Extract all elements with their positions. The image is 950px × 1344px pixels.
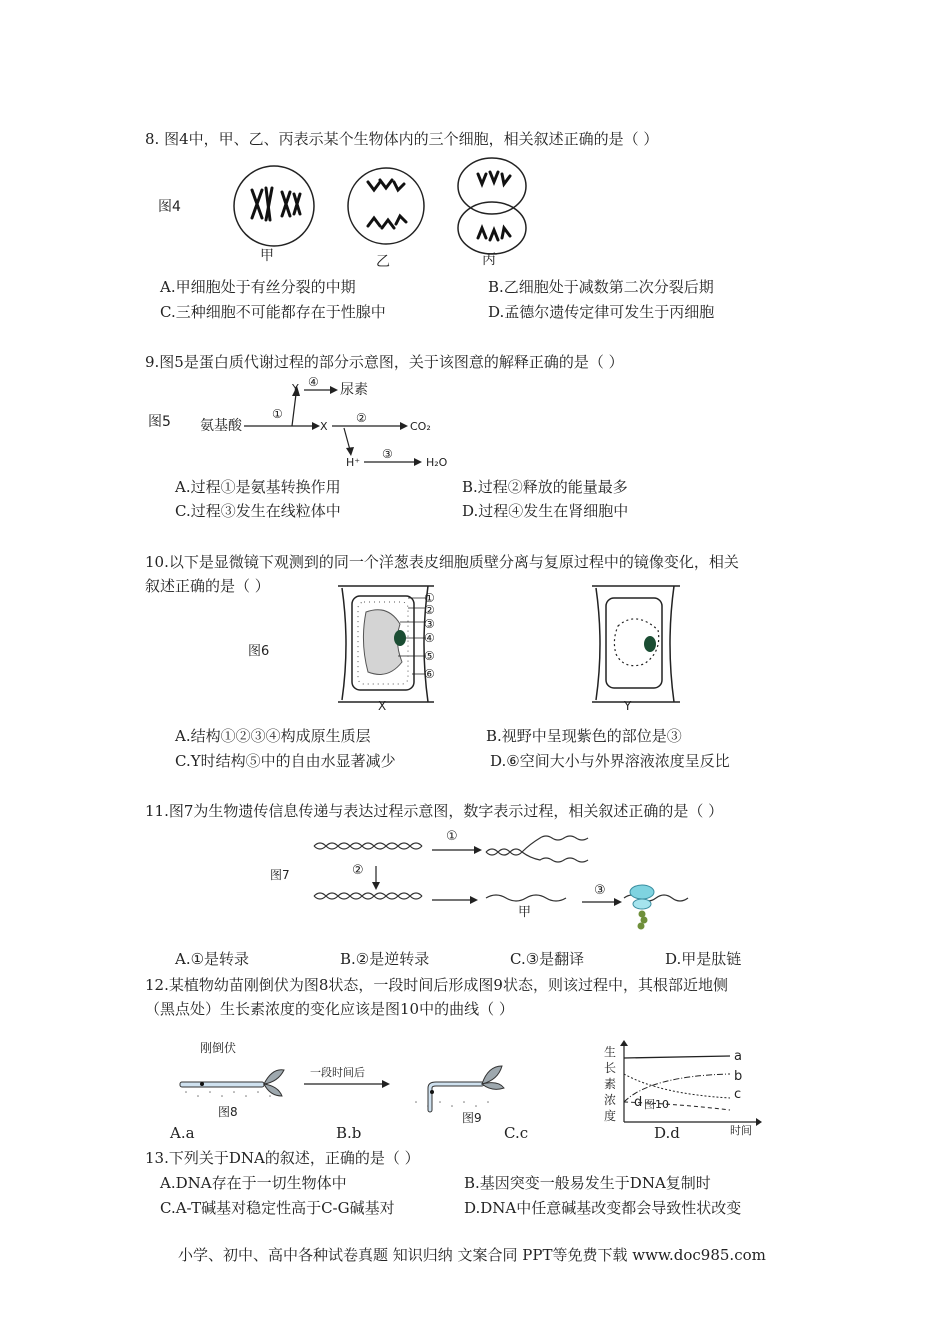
marker-2: ② xyxy=(424,603,435,617)
step4-label: ④ xyxy=(308,375,319,389)
q8-option-d: D.孟德尔遗传定律可发生于丙细胞 xyxy=(488,303,715,321)
marker-3: ③ xyxy=(424,617,435,631)
q10-stem-line1: 10.以下是显微镜下观测到的同一个洋葱表皮细胞质壁分离与复原过程中的镜像变化，相关 xyxy=(145,553,739,571)
q9-metabolism-diagram xyxy=(200,372,470,472)
step-1-label: ① xyxy=(446,829,458,844)
q11-option-d: D.甲是肽链 xyxy=(665,950,742,968)
q12-option-b: B.b xyxy=(336,1124,362,1142)
q10-cell-y xyxy=(592,584,682,714)
q11-gene-expression-diagram xyxy=(310,826,690,926)
q10-option-c: C.Y时结构⑤中的自由水显著减少 xyxy=(175,752,396,770)
q13-option-c: C.A-T碱基对稳定性高于C-G碱基对 xyxy=(160,1199,395,1217)
cell-x-label: X xyxy=(378,699,387,713)
ylabel-5: 度 xyxy=(604,1109,617,1123)
q9-option-c: C.过程③发生在线粒体中 xyxy=(175,502,341,520)
q10-option-d: D.⑥空间大小与外界溶液浓度呈反比 xyxy=(490,752,730,770)
q13-option-b: B.基因突变一般易发生于DNA复制时 xyxy=(464,1174,711,1192)
fig10-label: 图10 xyxy=(644,1098,669,1111)
step-3-label: ③ xyxy=(594,883,606,898)
q9-figure-label: 图5 xyxy=(148,414,171,430)
marker-4: ④ xyxy=(424,631,435,645)
amino-acid-label: 氨基酸 xyxy=(200,418,242,434)
q12-seedling-figures xyxy=(176,1036,596,1126)
q12-option-c: C.c xyxy=(504,1124,529,1142)
q11-stem: 11.图7为生物遗传信息传递与表达过程示意图，数字表示过程，相关叙述正确的是（ ） xyxy=(145,802,724,820)
jia-label: 甲 xyxy=(518,905,532,920)
bing-chromosomes xyxy=(478,172,510,240)
fig9-label: 图9 xyxy=(462,1111,482,1125)
q13-stem: 13.下列关于DNA的叙述，正确的是（ ） xyxy=(145,1149,420,1167)
q12-stem-line2: （黑点处）生长素浓度的变化应该是图10中的曲线（ ） xyxy=(145,1000,514,1018)
q12-option-d: D.d xyxy=(654,1124,680,1142)
q8-stem: 8. 图4中，甲、乙、丙表示某个生物体内的三个细胞，相关叙述正确的是（ ） xyxy=(145,130,659,148)
q10-figure-label: 图6 xyxy=(248,644,270,659)
step1-label: ① xyxy=(272,407,283,421)
cell-label-yi: 乙 xyxy=(376,254,390,270)
cell-bing-bottom xyxy=(458,202,526,254)
y-label: Y xyxy=(292,382,299,395)
q10-stem-line2: 叙述正确的是（ ） xyxy=(145,577,270,595)
arrow-label: 一段时间后 xyxy=(310,1066,365,1079)
marker-6: ⑥ xyxy=(424,667,435,681)
q11-option-c: C.③是翻译 xyxy=(510,950,585,968)
curve-d-label: d xyxy=(634,1095,643,1110)
q12-auxin-chart xyxy=(600,1040,790,1135)
q10-cell-x xyxy=(338,584,478,714)
urea-label: 尿素 xyxy=(340,382,368,398)
q9-option-a: A.过程①是氨基转换作用 xyxy=(175,478,341,496)
q12-stem-line1: 12.某植物幼苗刚倒伏为图8状态，一段时间后形成图9状态，则该过程中，其根部近地侧 xyxy=(145,976,728,994)
step2-label: ② xyxy=(356,411,367,425)
ylabel-4: 浓 xyxy=(604,1093,617,1107)
ribosome-icon xyxy=(630,885,654,899)
step3-label: ③ xyxy=(382,447,393,461)
q8-option-c: C.三种细胞不可能都存在于性腺中 xyxy=(160,303,386,321)
yi-chromosomes xyxy=(368,180,406,228)
q9-option-b: B.过程②释放的能量最多 xyxy=(462,478,628,496)
q9-option-d: D.过程④发生在肾细胞中 xyxy=(462,502,629,520)
q10-option-a: A.结构①②③④构成原生质层 xyxy=(175,727,371,745)
fig8-caption: 刚倒伏 xyxy=(200,1041,237,1055)
q8-figure-label: 图4 xyxy=(158,199,181,215)
ylabel-2: 长 xyxy=(604,1061,617,1075)
cell-bing-top xyxy=(458,158,526,214)
q13-option-d: D.DNA中任意碱基改变都会导致性状改变 xyxy=(464,1199,742,1217)
marker-5: ⑤ xyxy=(424,649,435,663)
curve-c-label: c xyxy=(734,1087,742,1102)
cell-yi xyxy=(348,168,424,244)
curve-b-label: b xyxy=(734,1069,743,1084)
page-footer: 小学、初中、高中各种试卷真题 知识归纳 文案合同 PPT等免费下载 www.doc985.com xyxy=(178,1246,766,1264)
h2o-label: H₂O xyxy=(426,456,448,469)
jia-chromosomes xyxy=(252,188,300,220)
xlabel: 时间 xyxy=(730,1124,752,1137)
co2-label: CO₂ xyxy=(410,420,431,433)
cell-y-label: Y xyxy=(624,699,632,713)
q9-stem: 9.图5是蛋白质代谢过程的部分示意图，关于该图意的解释正确的是（ ） xyxy=(145,353,624,371)
step-2-label: ② xyxy=(352,863,364,878)
fig8-label: 图8 xyxy=(218,1105,238,1119)
ylabel-1: 生 xyxy=(604,1045,617,1059)
cell-label-bing: 丙 xyxy=(482,252,496,268)
cell-label-jia: 甲 xyxy=(260,248,274,264)
q10-option-b: B.视野中呈现紫色的部位是③ xyxy=(486,727,682,745)
q8-option-b: B.乙细胞处于减数第二次分裂后期 xyxy=(488,278,714,296)
curve-a-label: a xyxy=(734,1049,742,1064)
h-ion-label: H⁺ xyxy=(346,456,361,469)
q13-option-a: A.DNA存在于一切生物体中 xyxy=(160,1174,347,1192)
marker-1: ① xyxy=(424,591,435,605)
x-label: X xyxy=(320,420,328,433)
curve-a xyxy=(624,1056,730,1058)
q11-option-b: B.②是逆转录 xyxy=(340,950,430,968)
cell-jia xyxy=(234,166,314,246)
ylabel-3: 素 xyxy=(604,1077,617,1091)
q11-option-a: A.①是转录 xyxy=(175,950,250,968)
q11-figure-label: 图7 xyxy=(270,868,290,882)
q8-option-a: A.甲细胞处于有丝分裂的中期 xyxy=(160,278,356,296)
q12-option-a: A.a xyxy=(170,1124,195,1142)
q8-cell-figure xyxy=(220,160,540,270)
